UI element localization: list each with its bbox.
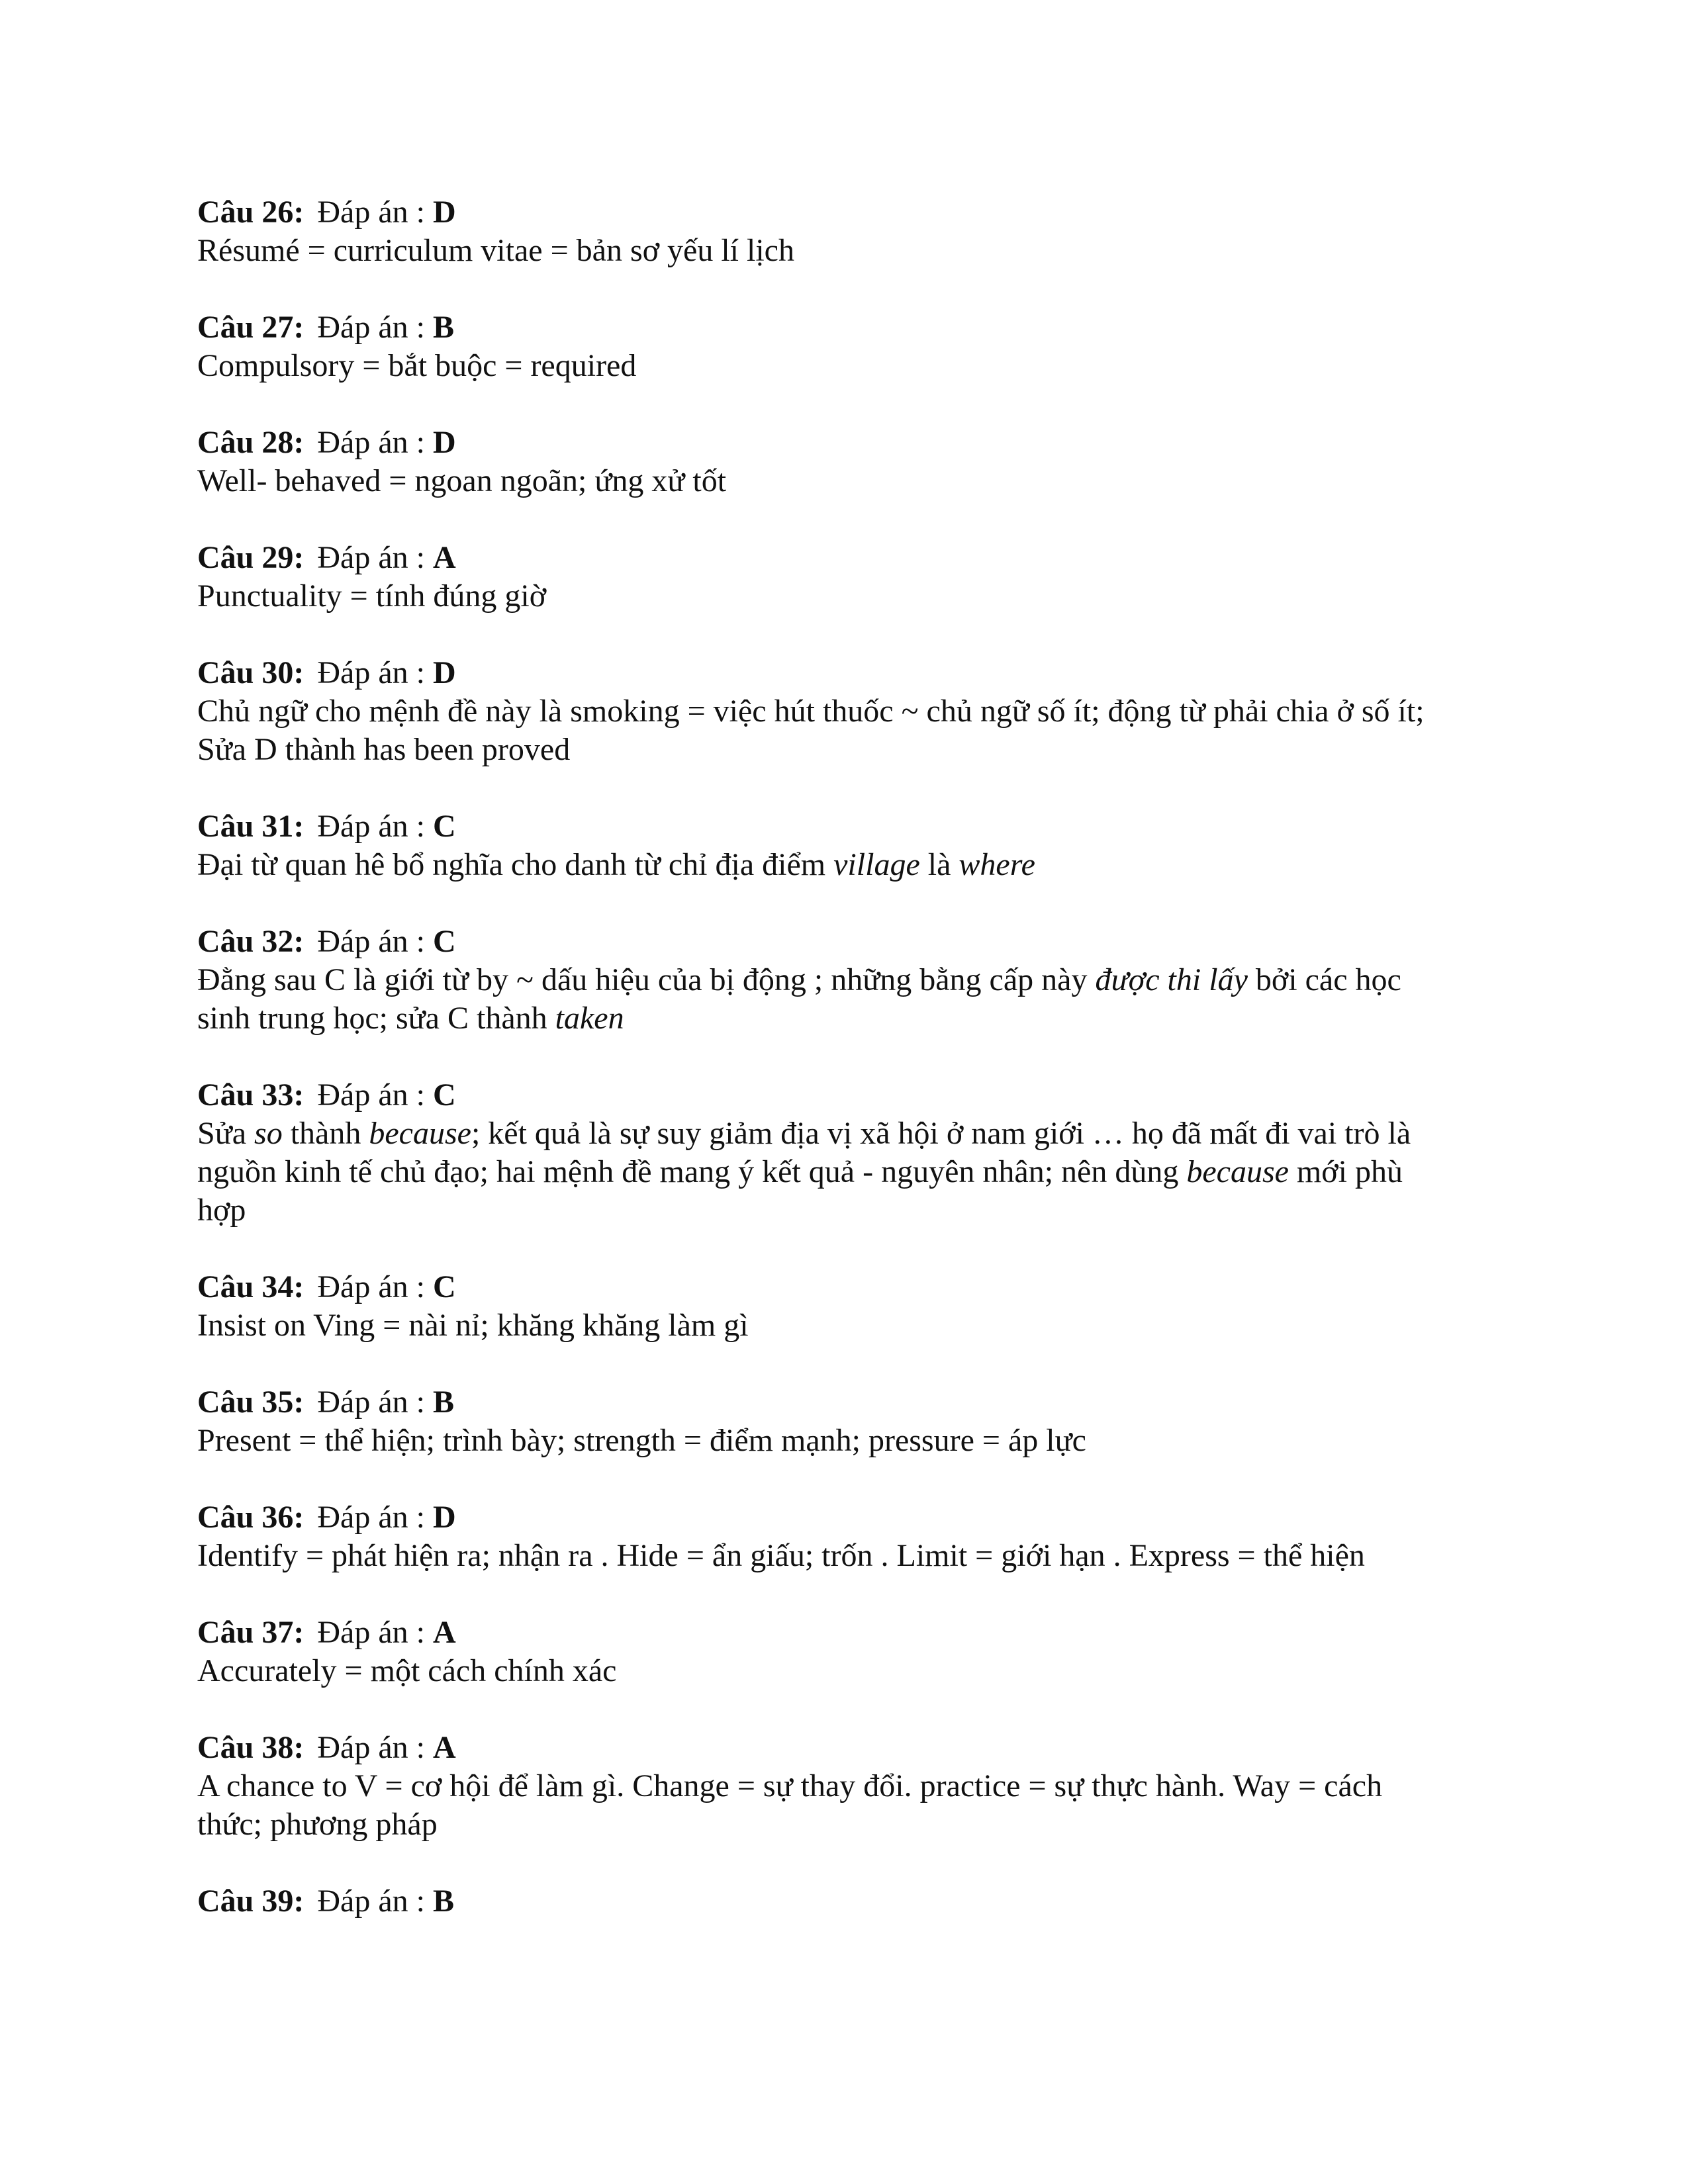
answer-item: [197, 193, 1508, 270]
explanation-line: [197, 1115, 1508, 1153]
question-number: Câu 33:: [197, 1077, 305, 1113]
answer-letter: C: [432, 924, 456, 959]
explanation-text: Sửa D thành has been proved: [197, 732, 571, 767]
question-number: Câu 34:: [197, 1269, 305, 1304]
explanation-text: là: [919, 847, 959, 882]
question-number: Câu 32:: [197, 924, 305, 959]
explanation-text: Đại từ quan hê bổ nghĩa cho danh từ chỉ địa điểm: [197, 847, 834, 882]
explanation-line: [197, 1306, 1508, 1345]
answer-heading: [197, 424, 1508, 462]
explanation-text: nguồn kinh tế chủ đạo; hai mệnh đề mang ý kết quả - nguyên nhân; nên dùng: [197, 1154, 1187, 1189]
explanation-text: Compulsory = bắt buộc = required: [197, 348, 637, 383]
explanation-text: Đằng sau C là giới từ by ~ dấu hiệu của bị động ; những bằng cấp này: [197, 962, 1096, 997]
answer-letter: A: [432, 1730, 456, 1765]
answer-item: [197, 923, 1508, 1038]
answer-heading: [197, 923, 1508, 961]
explanation-italic-text: taken: [555, 1001, 624, 1036]
explanation-line: [197, 1767, 1508, 1805]
answer-label: Đáp án :: [317, 655, 433, 690]
explanation-line: [197, 1422, 1508, 1460]
explanation-line: [197, 1153, 1508, 1191]
question-number: Câu 38:: [197, 1730, 305, 1765]
answer-letter: A: [432, 1615, 456, 1650]
answer-label: Đáp án :: [317, 310, 433, 345]
explanation-line: [197, 1805, 1508, 1844]
explanation-text: Identify = phát hiện ra; nhận ra . Hide = ẩn giấu; trốn . Limit = giới hạn . Express = thể hiện: [197, 1538, 1365, 1573]
answer-label: Đáp án :: [317, 1615, 433, 1650]
answer-heading: [197, 1383, 1508, 1422]
explanation-text: Résumé = curriculum vitae = bản sơ yếu lí lịch: [197, 233, 794, 268]
question-number: Câu 35:: [197, 1385, 305, 1420]
answer-letter: D: [432, 425, 456, 460]
document-page: [197, 193, 1508, 1921]
answer-letter: A: [432, 540, 456, 575]
explanation-text: Chủ ngữ cho mệnh đề này là smoking = việc hút thuốc ~ chủ ngữ số ít; động từ phải chia ở số ít;: [197, 694, 1425, 729]
answer-item: [197, 308, 1508, 385]
answer-heading: [197, 807, 1508, 846]
answer-label: Đáp án :: [317, 924, 433, 959]
explanation-line: [197, 1537, 1508, 1575]
explanation-text: Well- behaved = ngoan ngoãn; ứng xử tốt: [197, 463, 727, 498]
answer-label: Đáp án :: [317, 1730, 433, 1765]
explanation-italic-text: because: [369, 1116, 471, 1151]
question-number: Câu 36:: [197, 1500, 305, 1535]
explanation-text: thành: [282, 1116, 369, 1151]
answer-letter: D: [432, 195, 456, 230]
answer-item: [197, 807, 1508, 884]
answer-label: Đáp án :: [317, 195, 433, 230]
explanation-text: mới phù: [1288, 1154, 1403, 1189]
answer-label: Đáp án :: [317, 1077, 433, 1113]
question-number: Câu 28:: [197, 425, 305, 460]
answer-heading: [197, 308, 1508, 347]
question-number: Câu 26:: [197, 195, 305, 230]
explanation-line: [197, 1652, 1508, 1690]
answer-letter: C: [432, 1269, 456, 1304]
explanation-text: Insist on Ving = nài nỉ; khăng khăng làm gì: [197, 1308, 749, 1343]
explanation-italic-text: village: [833, 847, 920, 882]
answer-label: Đáp án :: [317, 1269, 433, 1304]
explanation-text: bởi các học: [1247, 962, 1401, 997]
explanation-text: A chance to V = cơ hội để làm gì. Change = sự thay đổi. practice = sự thực hành. Way = cách: [197, 1768, 1383, 1803]
explanation-text: Punctuality = tính đúng giờ: [197, 578, 547, 614]
question-number: Câu 39:: [197, 1884, 305, 1919]
answer-letter: B: [432, 1884, 454, 1919]
answer-heading: [197, 193, 1508, 232]
explanation-line: [197, 999, 1508, 1038]
question-number: Câu 37:: [197, 1615, 305, 1650]
explanation-italic-text: được thi lấy: [1095, 962, 1248, 997]
explanation-italic-text: so: [254, 1116, 283, 1151]
answer-item: [197, 1729, 1508, 1844]
answer-label: Đáp án :: [317, 1500, 433, 1535]
answer-item: [197, 1076, 1508, 1230]
answer-letter: C: [432, 1077, 456, 1113]
answer-item: [197, 654, 1508, 769]
explanation-line: [197, 462, 1508, 500]
explanation-text: sinh trung học; sửa C thành: [197, 1001, 555, 1036]
answer-label: Đáp án :: [317, 1385, 433, 1420]
explanation-line: [197, 1191, 1508, 1230]
answer-heading: [197, 654, 1508, 692]
answer-heading: [197, 1268, 1508, 1306]
answer-letter: B: [432, 1385, 454, 1420]
explanation-text: Present = thể hiện; trình bày; strength = điểm mạnh; pressure = áp lực: [197, 1423, 1086, 1458]
answer-heading: [197, 1614, 1508, 1652]
explanation-line: [197, 347, 1508, 385]
answer-item: [197, 1268, 1508, 1345]
explanation-italic-text: because: [1186, 1154, 1289, 1189]
explanation-line: [197, 846, 1508, 884]
answer-heading: [197, 1498, 1508, 1537]
answer-heading: [197, 1076, 1508, 1115]
explanation-line: [197, 232, 1508, 270]
explanation-line: [197, 731, 1508, 769]
explanation-text: Accurately = một cách chính xác: [197, 1653, 617, 1688]
answer-heading: [197, 539, 1508, 577]
answer-item: [197, 1498, 1508, 1575]
answer-item: [197, 1614, 1508, 1690]
answer-label: Đáp án :: [317, 809, 433, 844]
answer-letter: D: [432, 1500, 456, 1535]
answer-heading: [197, 1729, 1508, 1767]
explanation-italic-text: where: [959, 847, 1035, 882]
explanation-text: Sửa: [197, 1116, 255, 1151]
answer-label: Đáp án :: [317, 425, 433, 460]
answer-item: [197, 424, 1508, 500]
explanation-line: [197, 577, 1508, 615]
explanation-text: ; kết quả là sự suy giảm địa vị xã hội ở nam giới … họ đã mất đi vai trò là: [471, 1116, 1411, 1151]
explanation-text: hợp: [197, 1193, 246, 1228]
answer-item: [197, 1383, 1508, 1460]
answer-label: Đáp án :: [317, 1884, 433, 1919]
question-number: Câu 30:: [197, 655, 305, 690]
answer-item: [197, 539, 1508, 615]
answer-label: Đáp án :: [317, 540, 433, 575]
answer-letter: C: [432, 809, 456, 844]
question-number: Câu 27:: [197, 310, 305, 345]
answer-heading: [197, 1882, 1508, 1921]
answer-letter: D: [432, 655, 456, 690]
explanation-line: [197, 692, 1508, 731]
answer-letter: B: [432, 310, 454, 345]
explanation-text: thức; phương pháp: [197, 1807, 438, 1842]
question-number: Câu 29:: [197, 540, 305, 575]
answer-item: [197, 1882, 1508, 1921]
explanation-line: [197, 961, 1508, 999]
question-number: Câu 31:: [197, 809, 305, 844]
